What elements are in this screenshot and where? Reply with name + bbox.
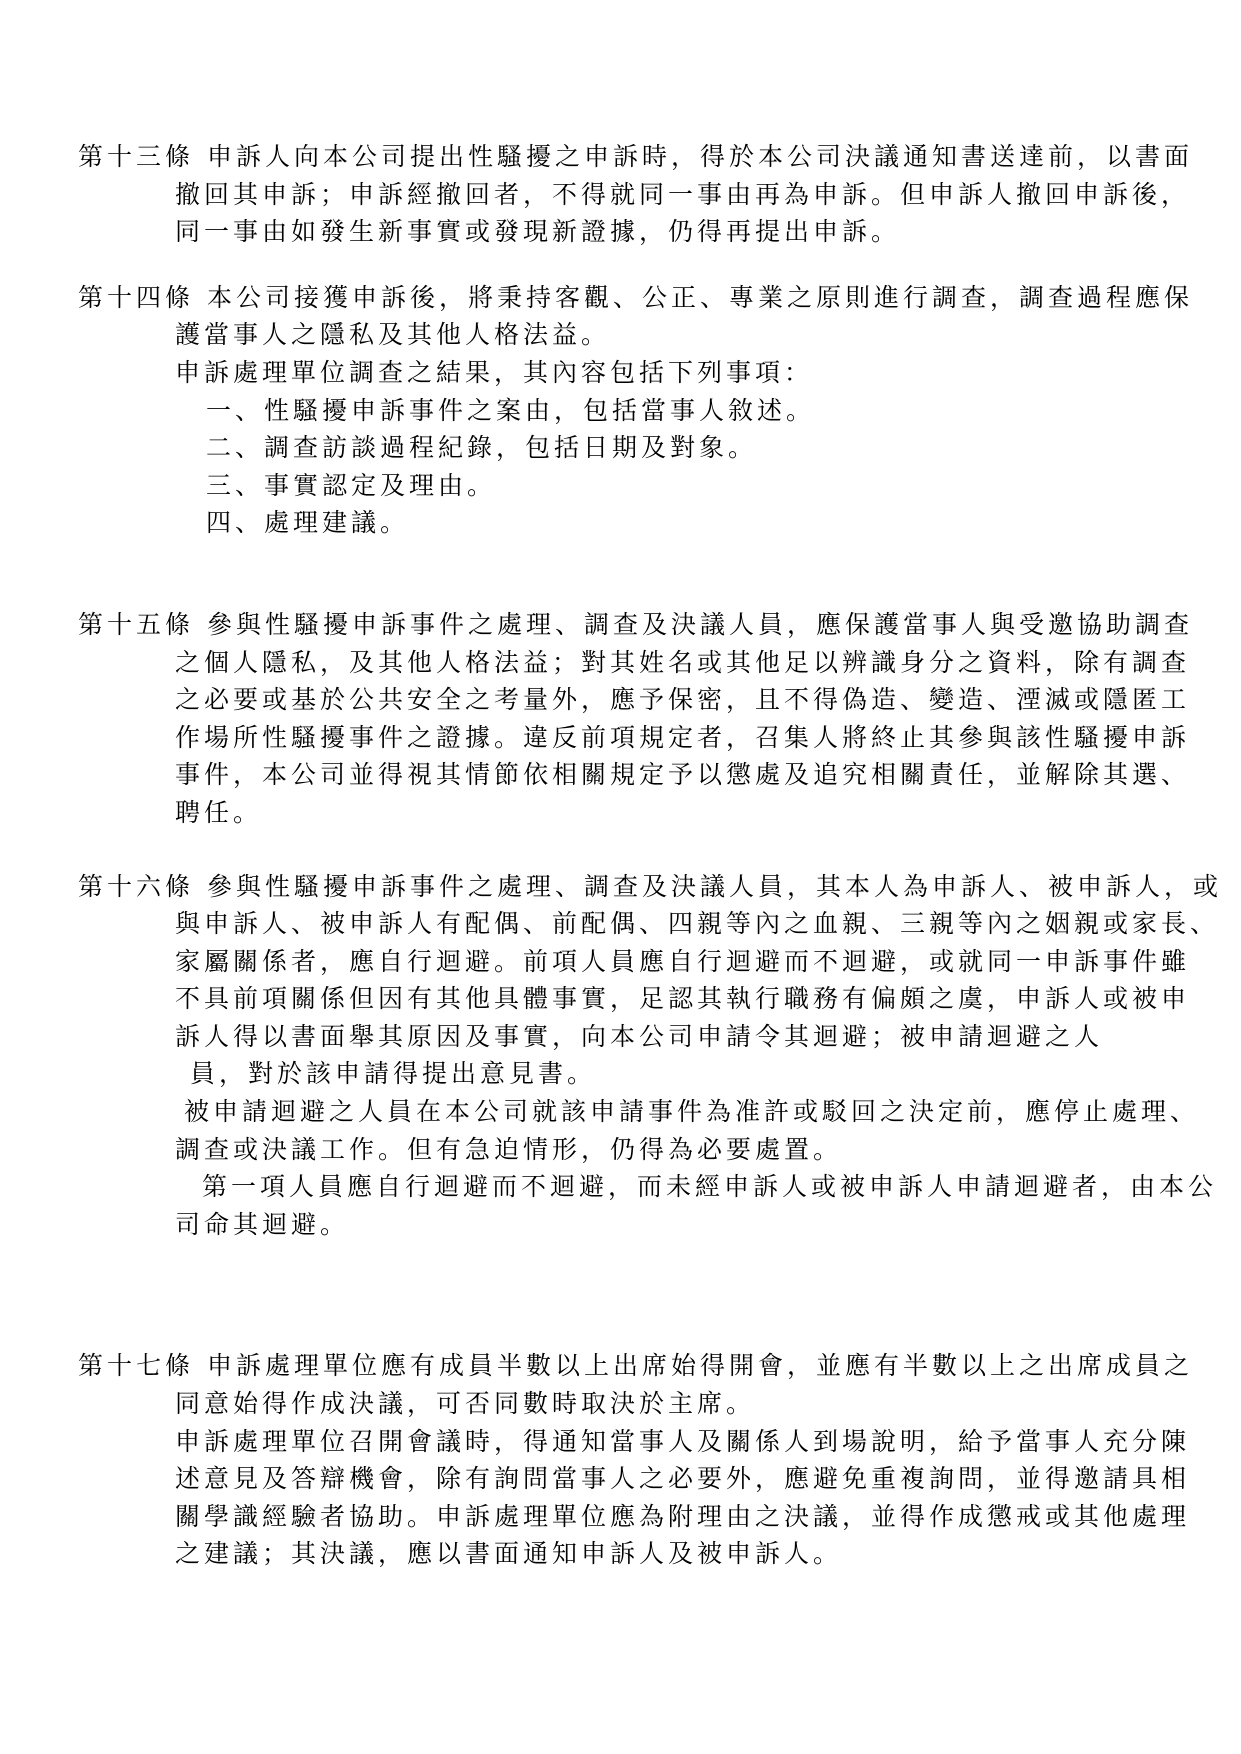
article-line [78,138,1194,176]
article-head-text: 本公司接獲申訴後，將秉持客觀、公正、專業之原則進行調查，調查過程應保 [207,282,1194,312]
article-line: 與申訴人、被申訴人有配偶、前配偶、四親等內之血親、三親等內之姻親或家長、 [175,909,1220,939]
article [78,279,1194,542]
article-line: 員，對於該申請得提出意見書。 [190,1059,597,1089]
article-number: 第十四條 [78,282,195,312]
article-line: 申訴處理單位召開會議時，得通知當事人及關係人到場說明，給予當事人充分陳 [175,1426,1191,1456]
article-line [78,868,1223,906]
article-line: 同意始得作成決議，可否同數時取決於主席。 [175,1389,756,1419]
article [78,138,1194,251]
article-head-text: 申訴人向本公司提出性騷擾之申訴時，得於本公司決議通知書送達前，以書面 [207,142,1194,171]
article-line [78,1347,1194,1385]
article-number: 第十七條 [78,1351,195,1381]
article-line: 事件，本公司並得視其情節依相關規定予以懲處及追究相關責任，並解除其選、 [175,760,1191,790]
article-line [78,606,1194,644]
article-line: 撤回其申訴；申訴經撤回者，不得就同一事由再為申訴。但申訴人撤回申訴後， [175,179,1191,209]
article [78,868,1223,1244]
article-head-text: 參與性騷擾申訴事件之處理、調查及決議人員，應保護當事人與受邀協助調查 [207,609,1194,639]
article-line [78,279,1194,317]
article-line: 家屬關係者，應自行迴避。前項人員應自行迴避而不迴避，或就同一申訴事件雖 [175,946,1191,976]
article [78,1347,1194,1573]
article-line: 護當事人之隱私及其他人格法益。 [175,320,611,350]
article-line: 訴人得以書面舉其原因及事實，向本公司申請令其迴避；被申請迴避之人 [175,1021,1104,1051]
article-number: 第十三條 [78,142,195,171]
article [78,606,1194,832]
article-number: 第十五條 [78,609,195,639]
article-number: 第十六條 [78,871,195,901]
article-line: 一、性騷擾申訴事件之案由，包括當事人敘述。 [206,395,816,425]
article-head-text: 參與性騷擾申訴事件之處理、調查及決議人員，其本人為申訴人、被申訴人，或 [207,871,1223,901]
article-line: 三、事實認定及理由。 [206,470,497,500]
article-line: 司命其迴避。 [175,1209,350,1239]
article-line: 調查或決議工作。但有急迫情形，仍得為必要處置。 [175,1134,843,1164]
article-line: 之建議；其決議，應以書面通知申訴人及被申訴人。 [175,1539,843,1569]
article-head-text: 申訴處理單位應有成員半數以上出席始得開會，並應有半數以上之出席成員之 [207,1351,1194,1381]
article-line: 關學識經驗者協助。申訴處理單位應為附理由之決議，並得作成懲戒或其他處理 [175,1501,1191,1531]
article-line: 述意見及答辯機會，除有詢問當事人之必要外，應避免重複詢問，並得邀請具相 [175,1464,1191,1494]
article-line: 之個人隱私，及其他人格法益；對其姓名或其他足以辨識身分之資料，除有調查 [175,647,1191,677]
article-line: 作場所性騷擾事件之證據。違反前項規定者，召集人將終止其參與該性騷擾申訴 [175,722,1191,752]
article-line: 同一事由如發生新事實或發現新證據，仍得再提出申訴。 [175,217,901,247]
article-line: 不具前項關係但因有其他具體事實，足認其執行職務有偏頗之虞，申訴人或被申 [175,984,1191,1014]
article-line: 四、處理建議。 [206,508,410,538]
article-line: 二、調查訪談過程紀錄，包括日期及對象。 [206,433,758,463]
article-line: 第一項人員應自行迴避而不迴避，而未經申訴人或被申訴人申請迴避者，由本公 [202,1172,1218,1202]
article-line: 被申請迴避之人員在本公司就該申請事件為准許或駁回之決定前，應停止處理、 [184,1097,1200,1127]
articles-container [78,138,1223,1573]
article-line: 聘任。 [175,797,263,827]
article-line: 之必要或基於公共安全之考量外，應予保密，且不得偽造、變造、湮滅或隱匿工 [175,685,1191,715]
article-line: 申訴處理單位調查之結果，其內容包括下列事項： [175,357,814,387]
